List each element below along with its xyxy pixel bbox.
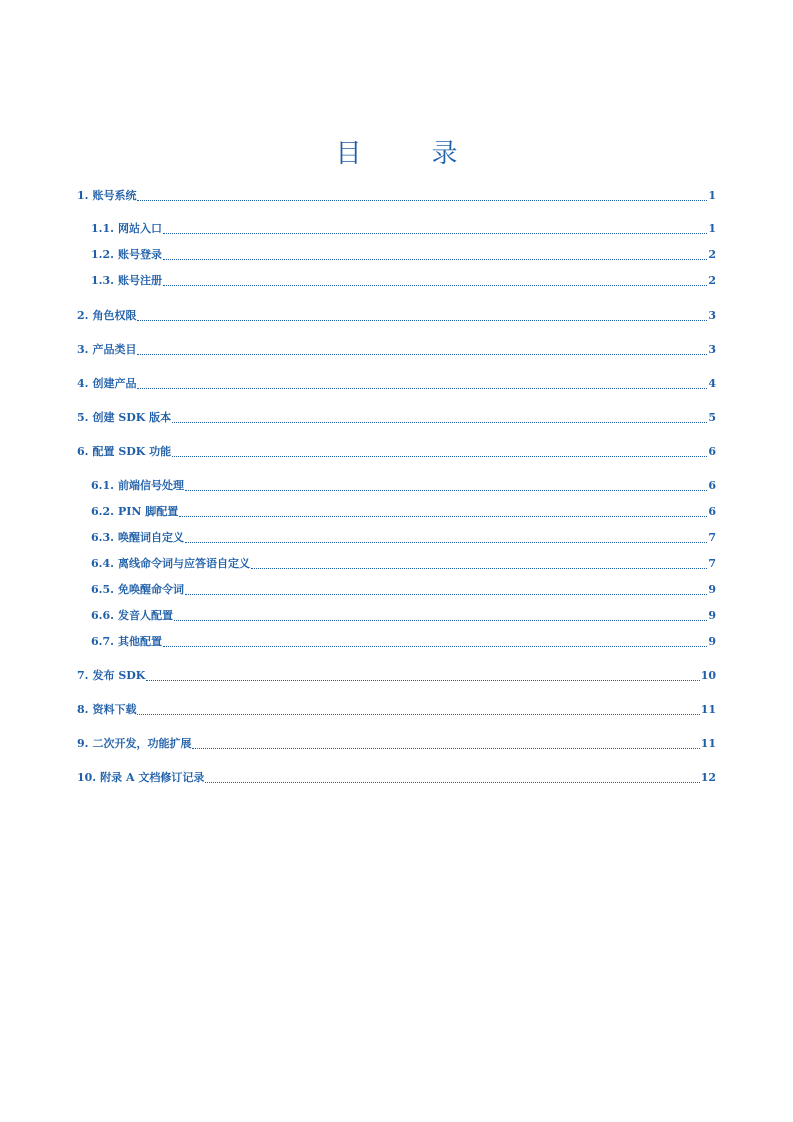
toc-entry-number: 1.3. [91, 274, 114, 287]
toc-entry[interactable] [77, 702, 716, 718]
toc-entry[interactable] [77, 770, 716, 786]
dot-leader [192, 748, 699, 749]
toc-entry-number: 6. [77, 445, 89, 458]
toc-entry-number: 6.5. [91, 583, 114, 596]
dot-leader [251, 568, 707, 569]
toc-entry-label: 创建 SDK 版本 [92, 411, 172, 424]
toc-entry-label: 发音人配置 [117, 609, 173, 622]
dot-leader [163, 233, 707, 234]
dot-leader [137, 354, 707, 355]
toc-entry-page-number: 7 [708, 531, 716, 544]
toc-entry[interactable] [91, 247, 716, 263]
dot-leader [185, 594, 707, 595]
toc-entry[interactable] [77, 668, 716, 684]
toc-entry-label: 网站入口 [117, 222, 162, 235]
toc-entry-label: 免唤醒命令词 [117, 583, 184, 596]
dot-leader [146, 680, 699, 681]
toc-entry-page-number: 6 [708, 445, 716, 458]
dot-leader [163, 259, 707, 260]
dot-leader [137, 714, 699, 715]
toc-entry-page-number: 6 [708, 505, 716, 518]
dot-leader [172, 456, 707, 457]
toc-entry-label: 离线命令词与应答语自定义 [117, 557, 250, 570]
toc-entry-page-number: 9 [708, 609, 716, 622]
toc-entry-page-number: 1 [708, 222, 716, 235]
dot-leader [172, 422, 707, 423]
toc-entry-number: 9. [77, 737, 89, 750]
toc-entry-label: 角色权限 [92, 309, 137, 322]
toc-entry-label: 前端信号处理 [117, 479, 184, 492]
dot-leader [185, 542, 707, 543]
dot-leader [163, 285, 707, 286]
toc-entry[interactable] [91, 221, 716, 237]
toc-entry-page-number: 10 [700, 669, 716, 682]
toc-entry-page-number: 1 [708, 189, 716, 202]
toc-entry-label: 附录 A 文档修订记录 [100, 771, 205, 784]
toc-entry-label: 账号注册 [117, 274, 162, 287]
toc-entry[interactable] [91, 478, 716, 494]
toc-entry-page-number: 4 [708, 377, 716, 390]
toc-entry-number: 1.1. [91, 222, 114, 235]
toc-entry-page-number: 3 [708, 343, 716, 356]
dot-leader [137, 320, 707, 321]
toc-entry-label: 配置 SDK 功能 [92, 445, 172, 458]
toc-entry-number: 3. [77, 343, 89, 356]
toc-entry[interactable] [77, 410, 716, 426]
toc-entry-label: 创建产品 [92, 377, 137, 390]
toc-entry-label: 唤醒词自定义 [117, 531, 184, 544]
toc-entry-number: 6.1. [91, 479, 114, 492]
toc-entry-label: 产品类目 [92, 343, 137, 356]
toc-entry[interactable] [77, 444, 716, 460]
toc-entry[interactable] [77, 376, 716, 392]
toc-entry-number: 5. [77, 411, 89, 424]
toc-entry[interactable] [91, 556, 716, 572]
toc-entry[interactable] [77, 308, 716, 324]
toc-title: 目 录 [335, 139, 480, 169]
toc-entry-label: 账号登录 [117, 248, 162, 261]
dot-leader [185, 490, 707, 491]
toc-entry-label: PIN 脚配置 [117, 505, 179, 518]
toc-entry-page-number: 5 [708, 411, 716, 424]
toc-entry[interactable] [91, 608, 716, 624]
dot-leader [137, 388, 707, 389]
toc-entry-number: 2. [77, 309, 89, 322]
dot-leader [205, 782, 699, 783]
dot-leader [137, 200, 707, 201]
toc-entry-label: 发布 SDK [92, 669, 146, 682]
toc-entry-page-number: 3 [708, 309, 716, 322]
toc-entry-label: 其他配置 [117, 635, 162, 648]
toc-entry-page-number: 9 [708, 583, 716, 596]
toc-entry[interactable] [77, 736, 716, 752]
toc-entry-page-number: 9 [708, 635, 716, 648]
toc-entry-number: 4. [77, 377, 89, 390]
toc-entry[interactable] [91, 273, 716, 289]
toc-entry-page-number: 2 [708, 274, 716, 287]
toc-entry-label: 账号系统 [92, 189, 137, 202]
toc-entry[interactable] [91, 504, 716, 520]
toc-entry-number: 1. [77, 189, 89, 202]
dot-leader [179, 516, 707, 517]
toc-entry[interactable] [77, 188, 716, 204]
toc-entry-number: 6.4. [91, 557, 114, 570]
toc-entry-number: 6.7. [91, 635, 114, 648]
toc-entry-page-number: 12 [700, 771, 716, 784]
toc-entry-label: 二次开发，功能扩展 [92, 737, 192, 750]
toc-entry-number: 7. [77, 669, 89, 682]
toc-entry-page-number: 11 [700, 703, 716, 716]
dot-leader [163, 646, 707, 647]
toc-entry-page-number: 2 [708, 248, 716, 261]
toc-entry-number: 6.2. [91, 505, 114, 518]
toc-entry-number: 10. [77, 771, 97, 784]
toc-entry-number: 6.3. [91, 531, 114, 544]
toc-entry-number: 6.6. [91, 609, 114, 622]
toc-entry-label: 资料下载 [92, 703, 137, 716]
toc-entry-number: 1.2. [91, 248, 114, 261]
toc-entry[interactable] [91, 634, 716, 650]
toc-entry-page-number: 11 [700, 737, 716, 750]
toc-entry[interactable] [91, 530, 716, 546]
toc-entry[interactable] [91, 582, 716, 598]
toc-entry-number: 8. [77, 703, 89, 716]
toc-entry-page-number: 6 [708, 479, 716, 492]
toc-entry[interactable] [77, 342, 716, 358]
toc-entry-page-number: 7 [708, 557, 716, 570]
dot-leader [174, 620, 707, 621]
